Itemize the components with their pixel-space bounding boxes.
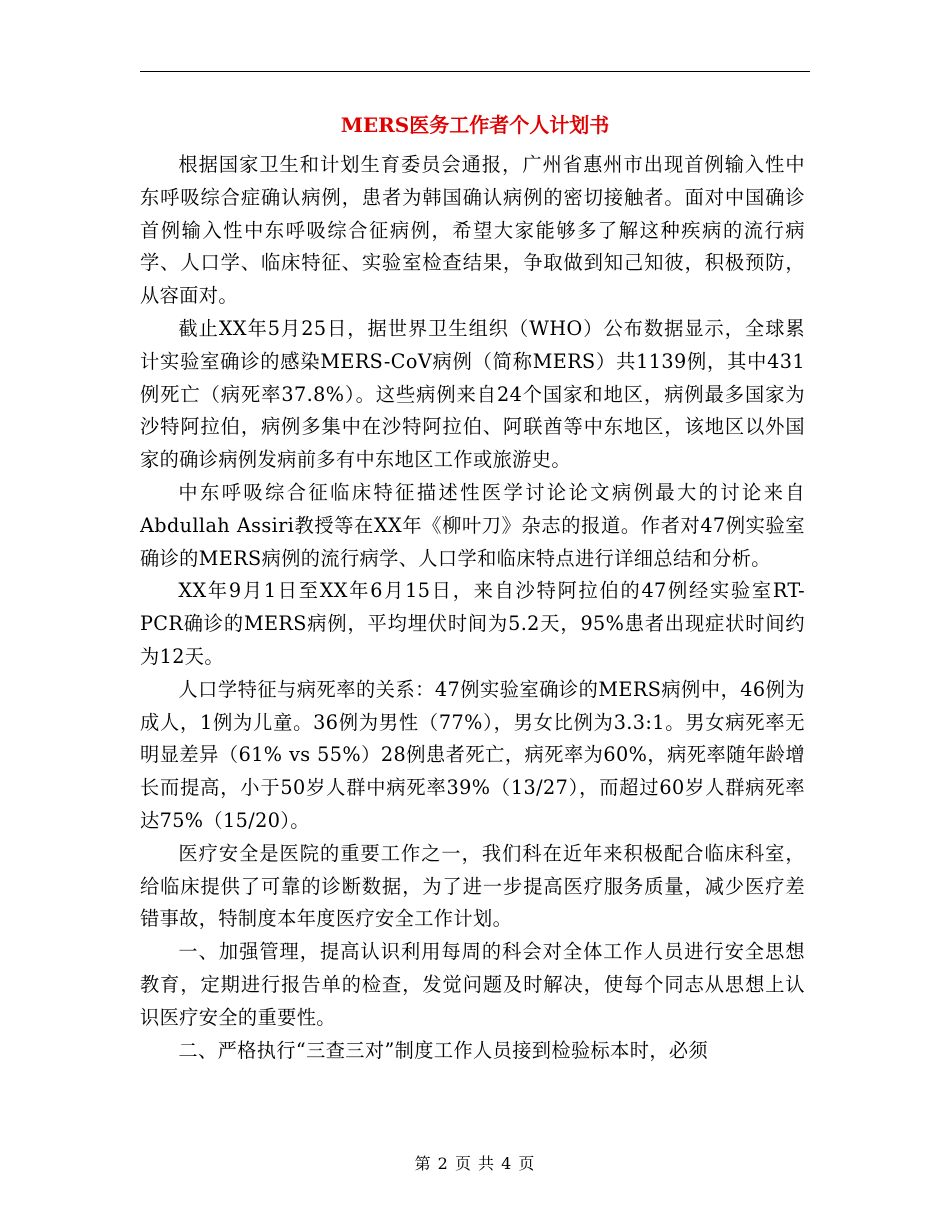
paragraph-item-two: 二、严格执行“三查三对”制度工作人员接到检验标本时，必须 [178, 1038, 709, 1062]
paragraph-item-one: 一、加强管理，提高认识利用每周的科会对全体工作人员进行安全思想教育，定期进行报告单的检查，发觉问题及时解决，使每个同志从思想上认识医疗安全的重要性。 [140, 940, 805, 1029]
page-number: 第 2 页 共 4 页 [414, 1154, 536, 1173]
document-body [140, 149, 805, 1067]
paragraph-demographics: 人口学特征与病死率的关系：47例实验室确诊的MERS病例中，46例为成人，1例为儿童。36例为男性（77%），男女比例为3.3:1。男女病死率无明显差异（61% vs 55%）28例患者死亡，病死率为60%，病死率随年龄增长而提高，小于50岁人群中病死率39%（13/27），而超过60岁人群病死率达75%（15/20）。 [140, 677, 805, 832]
header-rule [140, 71, 810, 72]
paragraph-who-statistics: 截止XX年5月25日，据世界卫生组织（WHO）公布数据显示，全球累计实验室确诊的感染MERS-CoV病例（简称MERS）共1139例，其中431例死亡（病死率37.8%）。这些病例来自24个国家和地区，病例最多国家为沙特阿拉伯，病例多集中在沙特阿拉伯、阿联酋等中东地区，该地区以外国家的确诊病例发病前多有中东地区工作或旅游史。 [140, 316, 805, 472]
document-title: MERS医务工作者个人计划书 [340, 113, 610, 137]
paragraph-clinical-study: 中东呼吸综合征临床特征描述性医学讨论论文病例最大的讨论来自Abdullah Assiri教授等在XX年《柳叶刀》杂志的报道。作者对47例实验室确诊的MERS病例的流行病学、人口学和临床特点进行详细总结和分析。 [140, 480, 805, 570]
paragraph-medical-safety: 医疗安全是医院的重要工作之一，我们科在近年来积极配合临床科室，给临床提供了可靠的诊断数据，为了进一步提高医疗服务质量，减少医疗差错事故，特制度本年度医疗安全工作计划。 [140, 841, 805, 931]
paragraph-intro: 根据国家卫生和计划生育委员会通报，广州省惠州市出现首例输入性中东呼吸综合症确认病例，患者为韩国确认病例的密切接触者。面对中国确诊首例输入性中东呼吸综合征病例，希望大家能够多了解这种疾病的流行病学、人口学、临床特征、实验室检查结果，争取做到知己知彼，积极预防，从容面对。 [140, 153, 805, 308]
paragraph-incubation: XX年9月1日至XX年6月15日，来自沙特阿拉伯的47例经实验室RT-PCR确诊的MERS病例，平均埋伏时间为5.2天，95%患者出现症状时间约为12天。 [140, 579, 805, 668]
